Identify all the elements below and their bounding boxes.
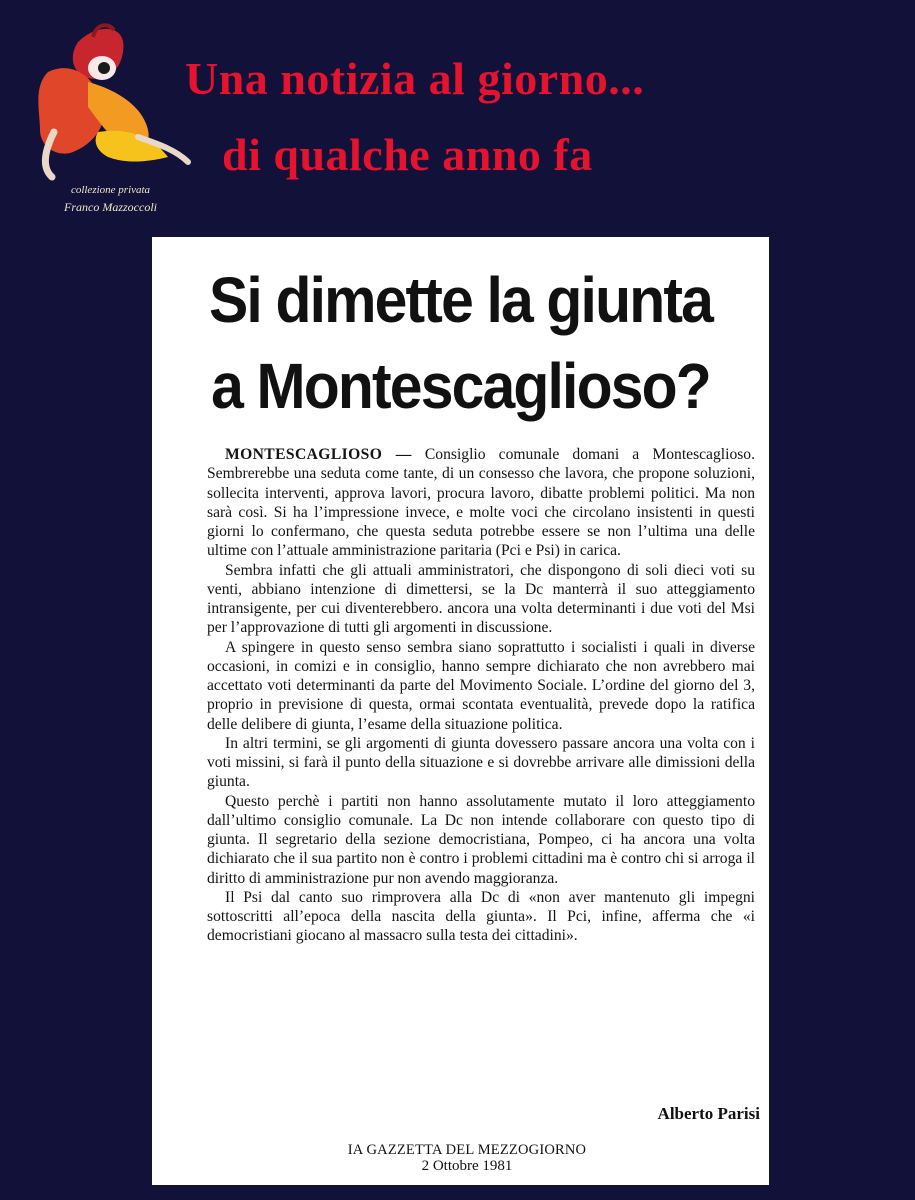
article-paragraph: Sembra infatti che gli attuali amministratori, che dispongono di soli dieci voti su venti, abbiano intenzione di dimettersi, se la Dc manterrà il suo atteggiamento intransigente, per cui diventerebbero. ancora una volta determinanti i due voti del Msi per l’approvazione di tutti gli argomenti in discussione. [207,561,755,637]
article-paragraph: Il Psi dal canto suo rimprovera alla Dc di «non aver mantenuto gli impegni sottoscritti all’epoca della nascita della giunta». Il Pci, infine, afferma che «i democristiani giocano al massacro sulla testa dei cittadini». [207,888,755,945]
page-title-line1: Una notizia al giorno... [185,53,645,104]
article-paragraph: In altri termini, se gli argomenti di giunta dovessero passare ancora una volta con i voti missini, si farà il punto della situazione e si dovrebbe arrivare alle dimissioni della giunta. [207,734,755,791]
newspaper-source [322,1142,612,1175]
article-paragraph: Questo perchè i partiti non hanno assolutamente mutato il loro atteggiamento dall’ultimo consiglio comunale. La Dc non intende collaborare con questo tipo di giunta. Il segretario della sezione democristiana, Pompeo, ci ha ancora una volta dichiarato che il sua partito non è contro i problemi cittadini ma è contro chi si arroga il diritto di amministrazione pur non avendo maggioranza. [207,792,755,887]
logo-caption-name: Franco Mazzoccoli [64,200,157,214]
newspaper-name: IA GAZZETTA DEL MEZZOGIORNO [347,1142,587,1158]
logo-caption-collection: collezione privata [70,184,151,196]
page-title-line2: di qualche anno fa [222,129,593,180]
article-headline-line2: a Montescaglioso? [211,350,710,422]
publication-date: 2 Ottobre 1981 [421,1158,513,1174]
article-body [207,445,755,946]
newspaper-clipping [152,237,769,1185]
article-paragraph: MONTESCAGLIOSO — Consiglio comunale domani a Montescaglioso. Sembrerebbe una seduta come tante, di un consesso che lavora, che propone soluzioni, sollecita interventi, approva lavori, procura lavoro, dibatte problemi politici. Ma non sarà così. Si ha l’impressione invece, e molte voci che circolano insistenti in questi giorni lo confermano, che questa seduta potrebbe essere se non l’ultima una delle ultime con l’attuale amministrazione paritaria (Pci e Psi) in carica. [207,446,756,560]
article-paragraph: A spingere in questo senso sembra siano soprattutto i socialisti i quali in diverse occasioni, in comizi e in consiglio, hanno sempre dichiarato che non avrebbero mai accettato voti determinanti da parte del Movimento Sociale. L’ordine del giorno del 3, proprio in previsione di questa, ormai scontata eventualità, prevede dopo la ratifica delle delibere di giunta, l’esame della situazione politica. [207,638,755,733]
article-dateline: MONTESCAGLIOSO — [225,446,412,463]
dancer-illustration [18,12,203,187]
article-byline: Alberto Parisi [657,1104,760,1123]
collection-logo [18,12,203,222]
article-headline-line1: Si dimette la giunta [208,264,713,336]
